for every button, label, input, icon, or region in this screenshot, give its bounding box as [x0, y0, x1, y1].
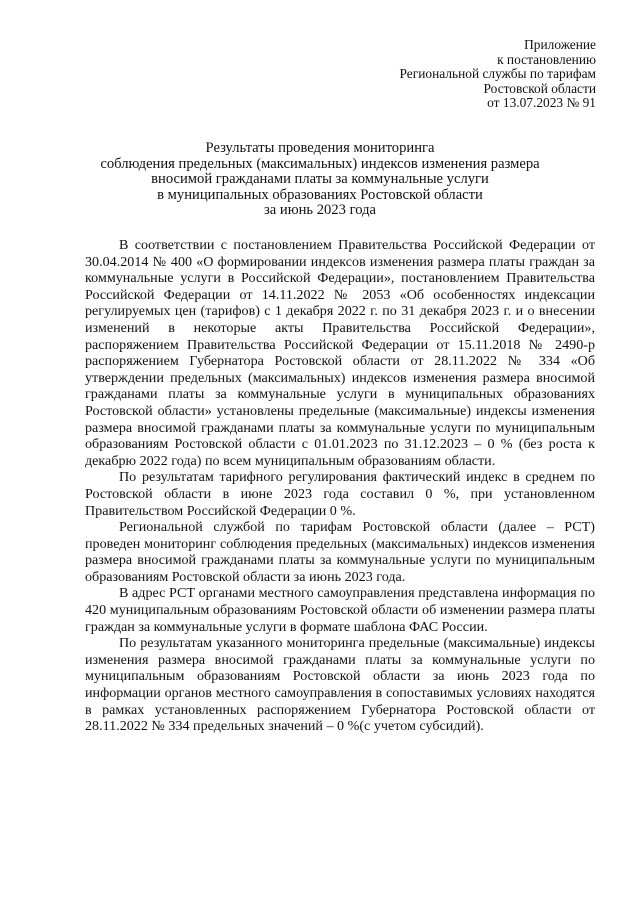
appendix-line: Приложение: [524, 37, 596, 52]
body-paragraph: Региональной службой по тарифам Ростовской области (далее – РСТ) проведен мониторинг соблюдения предельных (максимальных) индексов изменения размера вносимой гражданами платы за коммунальные услуги по муниципальным образованиям Ростовской области за июнь 2023 года.: [85, 519, 595, 585]
body-paragraph: По результатам указанного мониторинга предельные (максимальные) индексы изменения размера вносимой гражданами платы за коммунальные услуги по муниципальным образованиям Ростовской области за июнь 2023 года по информации органов местного самоуправления в сопоставимых условиях находятся в рамках установленных распоряжением Губернатора Ростовской области от 28.11.2022 № 334 предельных значений – 0 %(с учетом субсидий).: [85, 635, 595, 735]
appendix-line: Ростовской области: [483, 80, 596, 96]
body-paragraph: В соответствии с постановлением Правительства Российской Федерации от 30.04.2014 № 400 «О формировании индексов изменения размера платы граждан за коммунальные услуги в Российской Федерации», постановлением Правительства Российской Федерации от 14.11.2022 № 2053 «Об особенностях индексации регулируемых цен (тарифов) с 1 декабря 2022 г. по 31 декабря 2023 г. и о внесении изменений в некоторые акты Правительства Российской Федерации», распоряжением Правительства Российской Федерации от 15.11.2018 № 2490-р распоряжением Губернатора Ростовской области от 28.11.2022 № 334 «Об утверждении предельных (максимальных) индексов изменения размера вносимой гражданами платы за коммунальные услуги в муниципальных образованиях Ростовской области» установлены предельные (максимальные) индексы изменения размера вносимой гражданами платы за коммунальные услуги по муниципальным образованиям Ростовской области с 01.01.2023 по 31.12.2023 – 0 % (без роста к декабрю 2022 года) по всем муниципальным образованиям области.: [85, 237, 595, 469]
title-line: соблюдения предельных (максимальных) индексов изменения размера: [100, 155, 540, 172]
appendix-line: к постановлению: [497, 51, 596, 67]
title-line: Результаты проведения мониторинга: [205, 140, 435, 156]
appendix-line: от 13.07.2023 № 91: [487, 95, 596, 111]
body-paragraph: По результатам тарифного регулирования фактический индекс в среднем по Ростовской области в июне 2023 года составил 0 %, при установленном Правительством Российской Федерации 0 %.: [85, 469, 595, 519]
document-body: [85, 237, 595, 735]
body-paragraph: В адрес РСТ органами местного самоуправления представлена информация по 420 муниципальным образованиям Ростовской области об изменении размера платы граждан за коммунальные услуги в формате шаблона ФАС России.: [85, 585, 595, 635]
title-line: вносимой гражданами платы за коммунальные услуги: [151, 171, 489, 188]
document-title: [60, 141, 580, 219]
appendix-line: Региональной службы по тарифам: [399, 66, 596, 82]
title-line: в муниципальных образованиях Ростовской области: [157, 186, 483, 203]
title-line: за июнь 2023 года: [264, 202, 376, 219]
appendix-header: [336, 38, 596, 111]
